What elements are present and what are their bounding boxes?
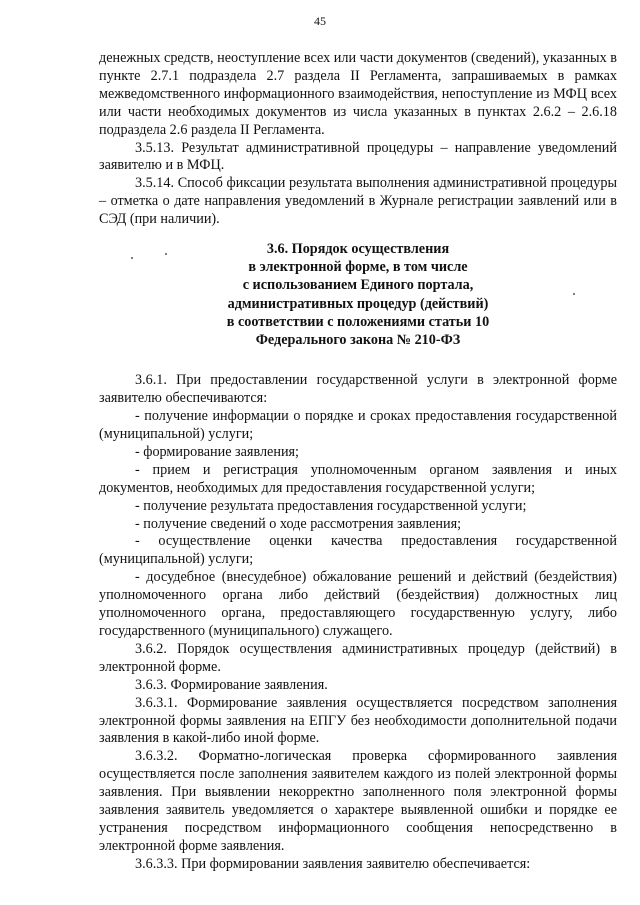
heading-line: Федерального закона № 210-ФЗ xyxy=(255,332,461,349)
scan-speck xyxy=(131,257,133,259)
paragraphs-after-heading xyxy=(99,372,617,873)
paragraph: 3.6.2. Порядок осуществления административных процедур (действий) в электронной форме. xyxy=(99,640,617,675)
page-number: 45 xyxy=(314,14,326,28)
paragraph: денежных средств, неоступление всех или части документов (сведений), указанных в пункте 2.7.1 подраздела 2.7 раздела II Регламента, запрашиваемых в рамках межведомственного информационного взаимодействия, непоступление из МФЦ всех или части необходимых документов из числа указанных в пунктах 2.6.2 – 2.6.18 подраздела 2.6 раздела II Регламента. xyxy=(99,50,617,138)
paragraph: 3.6.3.1. Формирование заявления осуществляется посредством заполнения электронной формы заявления на ЕПГУ без необходимости дополнительной подачи заявления в какой-либо иной форме. xyxy=(99,694,617,747)
paragraph: 3.5.13. Результат административной процедуры – направление уведомлений заявителю и в МФЦ. xyxy=(99,139,617,174)
paragraph: - формирование заявления; xyxy=(135,443,300,460)
document-body xyxy=(99,50,617,874)
heading-line: 3.6. Порядок осуществления xyxy=(266,241,450,258)
paragraph: 3.5.14. Способ фиксации результата выполнения административной процедуры – отметка о дате направления уведомлений в Журнале регистрации заявлений или в СЭД (при наличии). xyxy=(99,175,617,228)
heading-line: с использованием Единого портала, xyxy=(242,277,474,294)
paragraph: - осуществление оценки качества предоставления государственной (муниципальной) услуги; xyxy=(99,533,617,568)
paragraph: 3.6.1. При предоставлении государственной услуги в электронной форме заявителю обеспечиваются: xyxy=(99,372,617,407)
paragraph: - получение результата предоставления государственной услуги; xyxy=(135,497,527,514)
paragraph: 3.6.3.3. При формировании заявления заявителю обеспечивается: xyxy=(135,855,531,872)
paragraph: 3.6.3.2. Форматно-логическая проверка сформированного заявления осуществляется после заполнения заявителем каждого из полей электронной формы заявления. При выявлении некорректно заполненного поля электронной формы заявления заявитель уведомляется о характере выявленной ошибки и порядке ее устранения посредством информационного сообщения непосредственно в электронной форме заявления. xyxy=(99,748,617,854)
heading-line: в электронной форме, в том числе xyxy=(248,259,468,276)
paragraph: 3.6.3. Формирование заявления. xyxy=(135,676,328,693)
paragraphs-before-heading xyxy=(99,50,617,229)
section-heading xyxy=(99,240,617,349)
heading-line: административных процедур (действий) xyxy=(227,295,489,312)
heading-line: в соответствии с положениями статьи 10 xyxy=(226,313,490,330)
scan-speck xyxy=(573,293,575,295)
paragraph: - получение сведений о ходе рассмотрения заявления; xyxy=(135,515,462,532)
paragraph: - досудебное (внесудебное) обжалование решений и действий (бездействия) уполномоченного органа либо действий (бездействия) должностных лиц уполномоченного органа, предоставляющего государственную услугу, либо государственного (муниципального) служащего. xyxy=(99,569,617,639)
paragraph: - прием и регистрация уполномоченным органом заявления и иных документов, необходимых для предоставления государственной услуги; xyxy=(99,461,617,496)
paragraph: - получение информации о порядке и сроках предоставления государственной (муниципальной) услуги; xyxy=(99,408,617,442)
scan-speck xyxy=(165,253,167,255)
